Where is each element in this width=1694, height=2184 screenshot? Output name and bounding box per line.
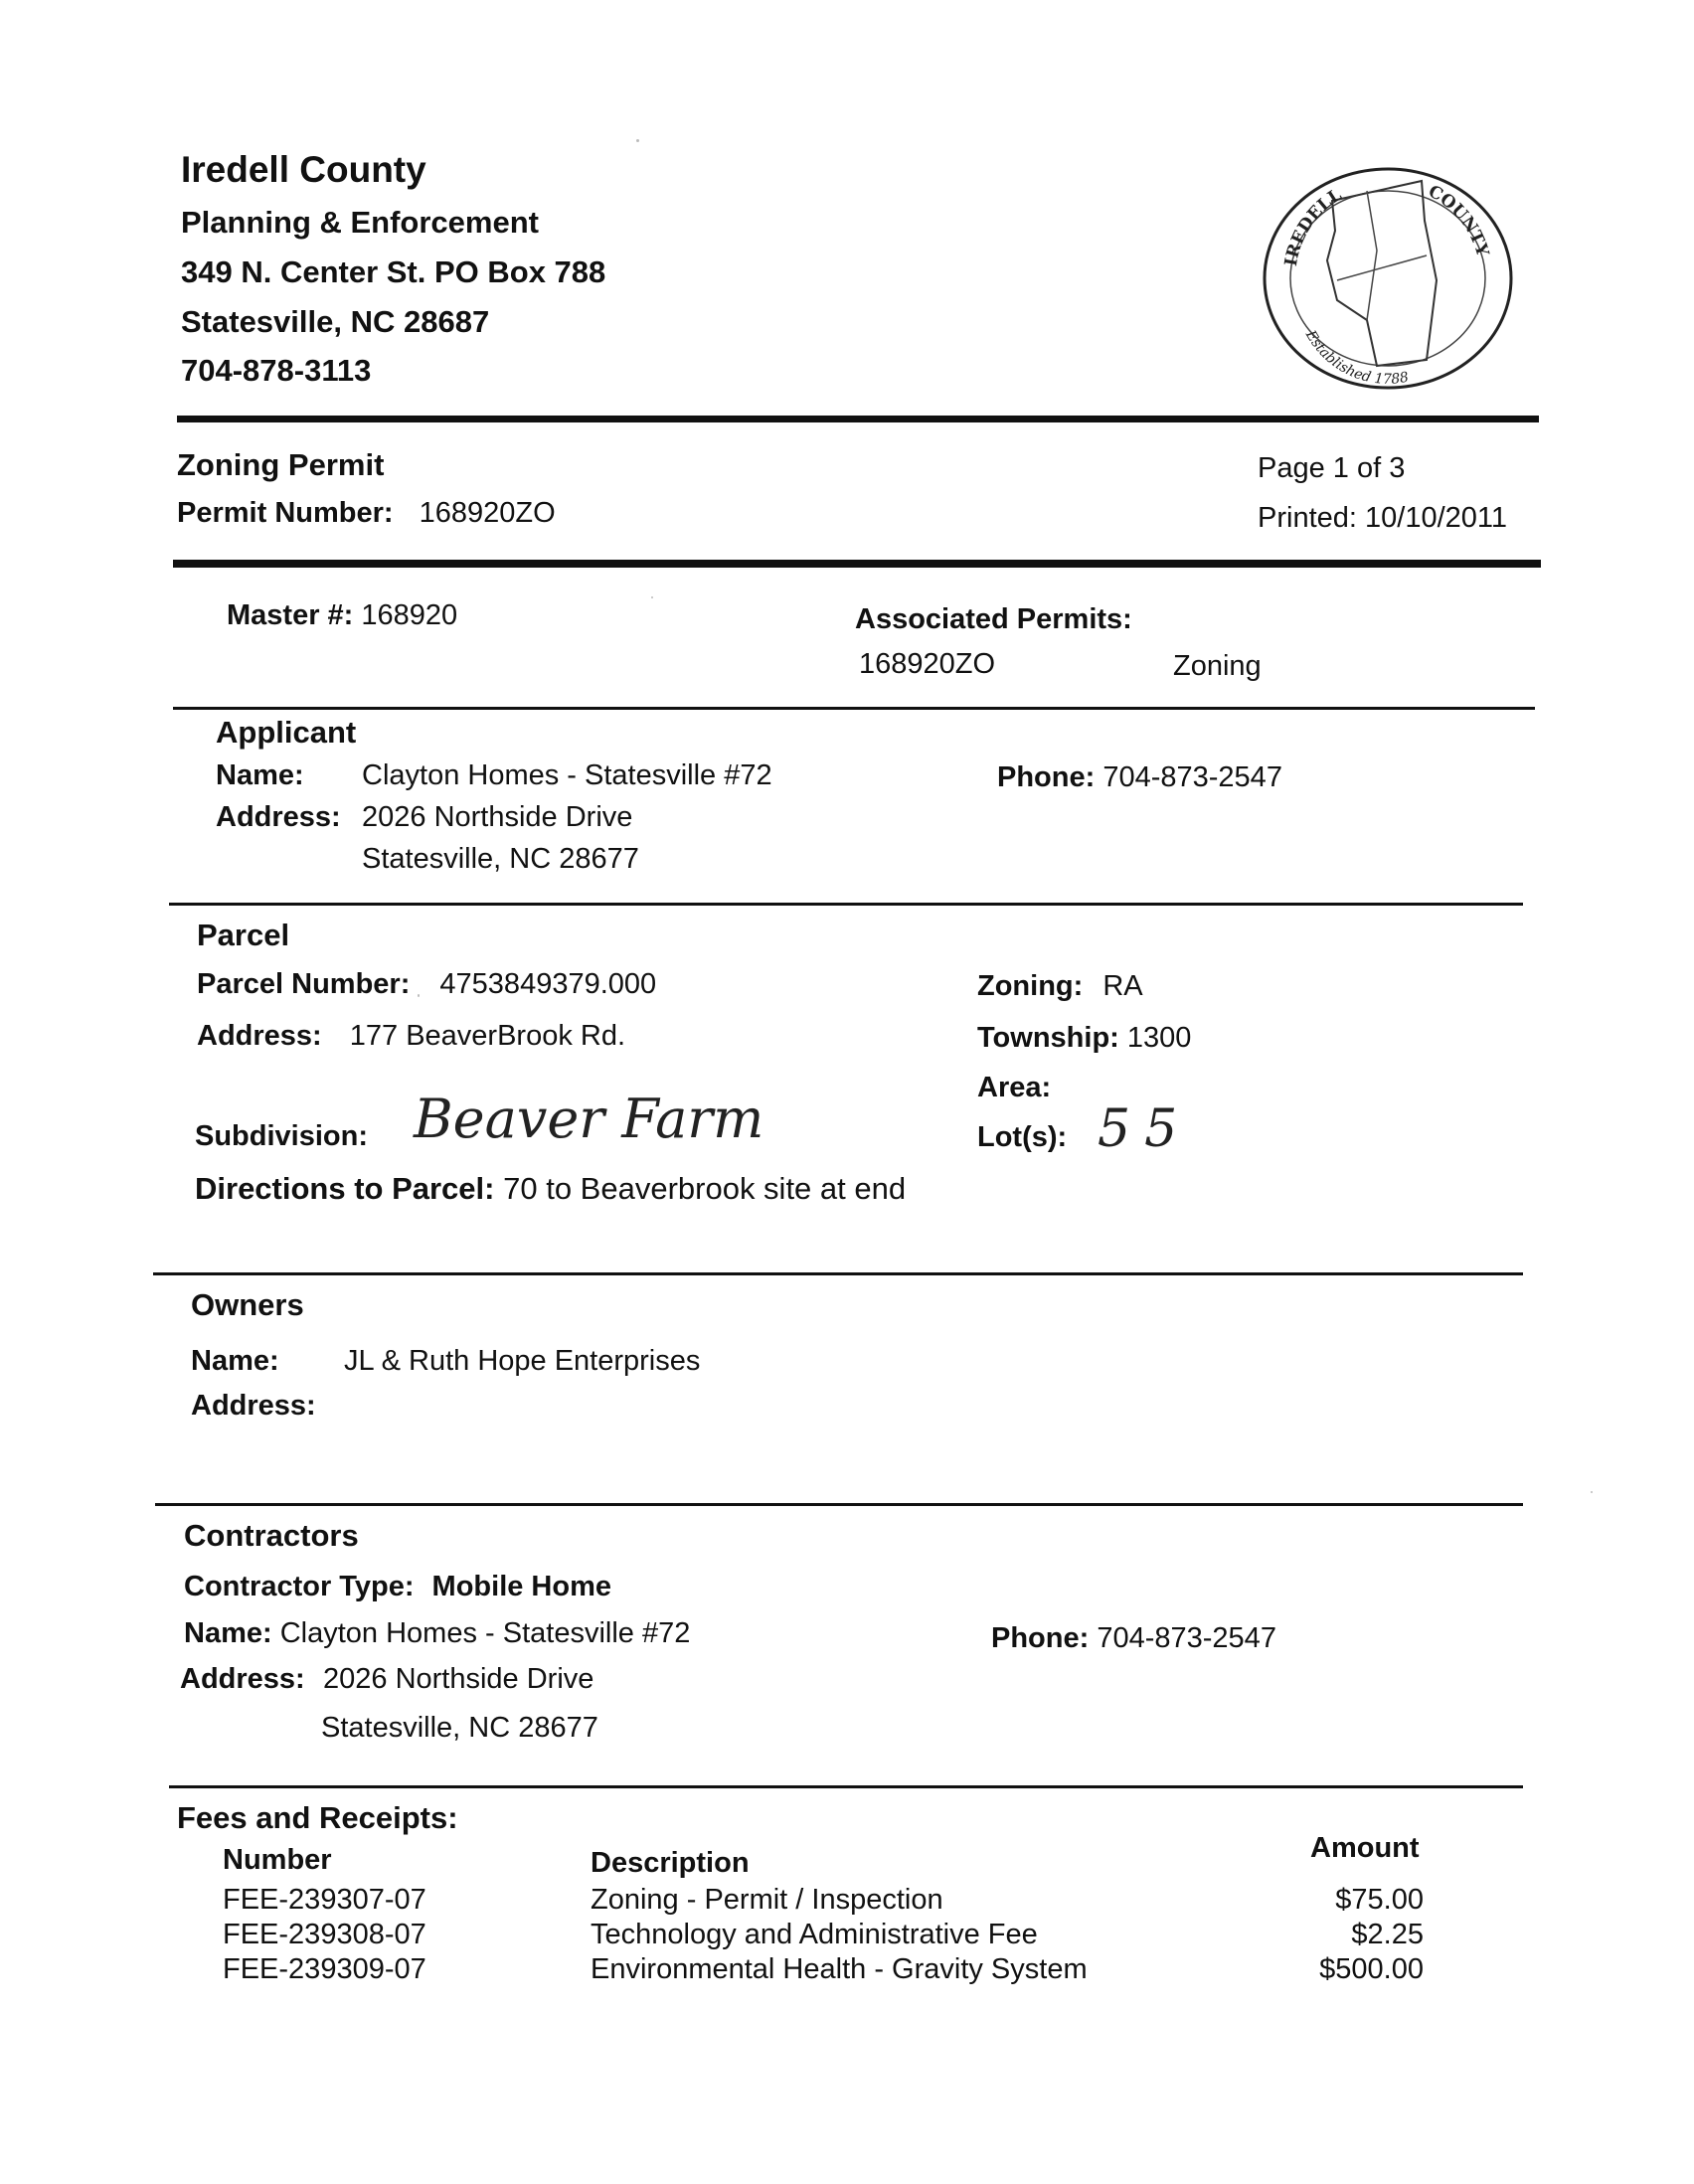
township-value: 1300 — [1126, 1022, 1192, 1054]
office-city: Statesville, NC 28687 — [181, 304, 490, 339]
owners-heading: Owners — [191, 1287, 304, 1322]
seal-text: IREDELL — [1280, 185, 1346, 268]
fee-number: FEE-239308-07 — [223, 1919, 426, 1950]
scan-speck — [636, 139, 639, 142]
printed-date: Printed: 10/10/2011 — [1258, 502, 1507, 534]
township-label: Township: — [977, 1022, 1119, 1054]
parcel-address: 177 BeaverBrook Rd. — [349, 1020, 626, 1052]
lots-label: Lot(s): — [977, 1121, 1068, 1153]
contractor-name-row — [184, 1617, 690, 1650]
section-divider — [153, 1272, 1523, 1275]
fee-amount: $500.00 — [1319, 1953, 1424, 1985]
contractor-address-line1: 2026 Northside Drive — [323, 1663, 594, 1695]
fee-description: Zoning - Permit / Inspection — [591, 1884, 943, 1916]
section-divider — [155, 1503, 1523, 1506]
scan-speck — [1591, 1491, 1593, 1493]
zoning-label: Zoning: — [977, 970, 1084, 1002]
associated-permit-type: Zoning — [1173, 650, 1262, 682]
contractors-heading: Contractors — [184, 1518, 359, 1553]
contractor-type: Mobile Home — [431, 1571, 612, 1602]
parcel-number-label: Parcel Number: — [197, 968, 411, 1000]
zoning-value: RA — [1102, 970, 1143, 1002]
fees-col-number: Number — [223, 1844, 332, 1876]
applicant-phone-label: Phone: — [997, 761, 1096, 793]
section-divider — [169, 903, 1523, 906]
page-indicator: Page 1 of 3 — [1258, 452, 1406, 484]
fees-col-description: Description — [591, 1847, 750, 1879]
parcel-address-label: Address: — [197, 1020, 322, 1052]
section-divider — [169, 1785, 1523, 1788]
directions-label: Directions to Parcel: — [195, 1171, 495, 1206]
department: Planning & Enforcement — [181, 205, 539, 240]
contractor-address-label: Address: — [180, 1663, 305, 1695]
fee-description: Environmental Health - Gravity System — [591, 1953, 1088, 1985]
section-divider — [173, 707, 1535, 710]
applicant-address-line2: Statesville, NC 28677 — [362, 843, 639, 875]
county-name: Iredell County — [181, 149, 426, 190]
subdivision-handwritten: Beaver Farm — [414, 1088, 764, 1150]
header-rule — [177, 416, 1539, 422]
contractor-name: Clayton Homes - Statesville #72 — [279, 1617, 691, 1649]
lots-handwritten: 55 — [1098, 1099, 1192, 1159]
seal-text: COUNTY — [1425, 181, 1493, 259]
owner-name: JL & Ruth Hope Enterprises — [344, 1345, 701, 1377]
applicant-name-label: Name: — [216, 759, 304, 791]
office-address: 349 N. Center St. PO Box 788 — [181, 254, 606, 289]
parcel-address-row — [197, 1020, 625, 1053]
zoning-row — [977, 970, 1143, 1003]
scan-speck — [418, 994, 420, 997]
permit-number-row — [177, 497, 556, 530]
applicant-heading: Applicant — [216, 715, 357, 750]
applicant-phone: 704-873-2547 — [1102, 761, 1282, 793]
applicant-address-label: Address: — [216, 801, 341, 833]
applicant-name: Clayton Homes - Statesville #72 — [362, 759, 772, 791]
master-label: Master #: — [227, 599, 354, 631]
directions-text: 70 to Beaverbrook site at end — [503, 1171, 907, 1206]
associated-permit-number: 168920ZO — [859, 648, 996, 680]
owner-address-label: Address: — [191, 1390, 316, 1422]
directions-row — [195, 1171, 906, 1207]
parcel-heading: Parcel — [197, 918, 290, 952]
contractor-name-label: Name: — [184, 1617, 272, 1649]
contractor-address-line2: Statesville, NC 28677 — [321, 1712, 598, 1744]
fee-number: FEE-239309-07 — [223, 1953, 426, 1985]
contractor-type-row — [184, 1571, 611, 1603]
permit-number: 168920ZO — [419, 497, 556, 529]
parcel-number-row — [197, 968, 656, 1001]
fee-amount: $75.00 — [1335, 1884, 1424, 1916]
contractor-type-label: Contractor Type: — [184, 1571, 415, 1602]
fees-heading: Fees and Receipts: — [177, 1800, 458, 1835]
master-number: 168920 — [361, 599, 458, 631]
applicant-phone-row — [997, 761, 1282, 794]
office-phone: 704-878-3113 — [181, 353, 372, 388]
scan-speck — [651, 596, 653, 598]
permit-rule — [173, 560, 1541, 568]
fee-description: Technology and Administrative Fee — [591, 1919, 1038, 1950]
contractor-phone-label: Phone: — [991, 1622, 1090, 1654]
fee-number: FEE-239307-07 — [223, 1884, 426, 1916]
parcel-number: 4753849379.000 — [439, 968, 657, 1000]
fee-amount: $2.25 — [1351, 1919, 1424, 1950]
associated-permits-label: Associated Permits: — [855, 603, 1132, 635]
subdivision-label: Subdivision: — [195, 1120, 368, 1152]
contractor-phone: 704-873-2547 — [1097, 1622, 1276, 1654]
applicant-address-line1: 2026 Northside Drive — [362, 801, 633, 833]
township-row — [977, 1022, 1191, 1055]
area-label: Area: — [977, 1072, 1052, 1103]
fees-col-amount: Amount — [1310, 1832, 1420, 1864]
contractor-phone-row — [991, 1622, 1276, 1655]
master-row — [227, 599, 457, 632]
county-seal — [1258, 161, 1518, 396]
owner-name-label: Name: — [191, 1345, 279, 1377]
permit-number-label: Permit Number: — [177, 497, 394, 529]
seal-text: Established 1788 — [1301, 327, 1411, 388]
permit-title: Zoning Permit — [177, 447, 385, 482]
